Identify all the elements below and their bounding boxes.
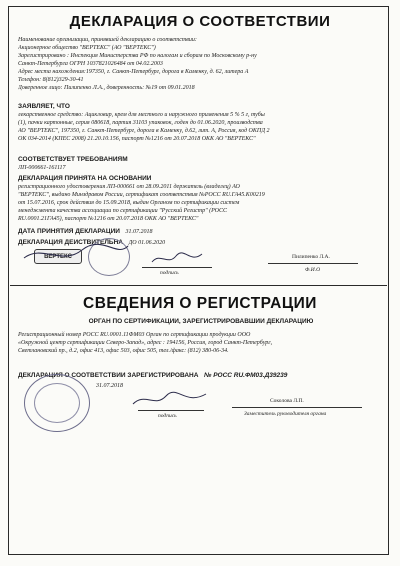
registrar-signature-line: [138, 410, 204, 411]
org-label: Наименование организации, принявшей декларацию о соответствии:: [18, 37, 197, 43]
signature-mark: [150, 250, 205, 268]
validity-value: ДО 01.06.2020: [128, 240, 166, 246]
registrar-name-line: [232, 407, 362, 408]
basis-line-3: от 15.07.2016, срок действия до 15.09.2018, выдан Органом по сертификации систем: [18, 200, 240, 206]
signer-name: Пилипенко Л.А.: [292, 254, 330, 260]
stamp-text: ВЕРТЕКС: [44, 253, 72, 260]
cert-body-seal-inner: [34, 383, 80, 423]
basis-heading: ДЕКЛАРАЦИЯ ПРИНЯТА НА ОСНОВАНИИ: [18, 175, 152, 182]
phone: Телефон: 8(812)329-30-41: [18, 77, 84, 83]
registration-date: 31.07.2018: [96, 383, 123, 389]
cert-body-line-1: Регистрационный номер РОСС RU.0001.11ФМ03 Орган по сертификации продукции ООО: [18, 332, 251, 338]
ogrn-info: Санкт-Петербурга ОГРН 1037821026484 от 04.02.2003: [18, 61, 163, 67]
declaration-title: ДЕКЛАРАЦИЯ О СООТВЕТСТВИИ: [69, 13, 331, 30]
registration-title: СВЕДЕНИЯ О РЕГИСТРАЦИИ: [83, 295, 317, 312]
acceptance-date-value: 31.07.2018: [125, 229, 153, 235]
cert-body-line-3: Светлановский пр., д.2, офис 413, офис 503, офис 505, тел./факс: (812) 380-06-34.: [18, 348, 229, 354]
section-divider: [10, 285, 387, 286]
acceptance-date-label: ДАТА ПРИНЯТИЯ ДЕКЛАРАЦИИ: [18, 228, 120, 235]
registration-label: ДЕКЛАРАЦИЯ О СООТВЕТСТВИИ ЗАРЕГИСТРИРОВАНА: [18, 372, 199, 379]
registrar-signature-caption: подпись: [158, 413, 177, 419]
cert-body-line-2: «Окружной центр сертификации Северо-Запад», адрес : 194156, Россия, город Санкт-Петербург,: [18, 340, 273, 346]
fio-line: [268, 263, 358, 264]
address: Адрес места нахождения:197350, г. Санкт-Петербург, дорога в Каменку, д. 62, литера А: [18, 69, 249, 75]
registrar-name: Соколова Л.П.: [270, 398, 304, 404]
registration-info: Зарегистрировано : Инспекция Министерства РФ по налогам и сборам по Московскому р-ну: [18, 53, 257, 59]
requirements-heading: СООТВЕТСТВУЕТ ТРЕБОВАНИЯМ: [18, 156, 128, 163]
fio-caption: Ф.И.О: [305, 267, 321, 273]
product-line-1: лекарственное средство: Ацикловир, крем для местного и наружного применения 5 % 5 г, тубы: [18, 112, 265, 118]
registration-number: № РОСС RU.ФМ03.Д39239: [203, 372, 288, 379]
org-name: Акционерное общество "ВЕРТЕКС" (АО "ВЕРТЕКС"): [18, 45, 156, 51]
registrar-position: Заместитель руководителя органа: [244, 411, 327, 417]
declares-heading: ЗАЯВЛЯЕТ, ЧТО: [18, 103, 70, 110]
basis-line-4: менеджмента качества ассоциации по сертификации "Русский Регистр" (РОСС: [18, 208, 228, 214]
basis-line-5: RU.0001.21ГА45), паспорт №1216 от 20.07.2018 ОКК АО "ВЕРТЕКС": [18, 216, 199, 222]
signature-mark-left: [22, 240, 132, 270]
registrar-signature-mark: [130, 388, 210, 412]
basis-line-2: "ВЕРТЕКС", выдано Минздравом России, сертификат соответствия №РОСС RU.ГА45.К00219: [18, 192, 265, 198]
product-line-4: ОК 034-2014 (КПЕС 2008) 21.20.10.156, паспорт №1216 от 20.07.2018 ОКК АО "ВЕРТЕКС": [18, 136, 256, 142]
signature-caption: подпись: [160, 270, 179, 276]
requirements-value: ЛП-000661-161117: [18, 165, 66, 171]
validity-label: ДЕКЛАРАЦИЯ ДЕЙСТВИТЕЛЬНА: [18, 239, 123, 246]
cert-body-heading: ОРГАН ПО СЕРТИФИКАЦИИ, ЗАРЕГИСТРИРОВАВШИЙ ДЕКЛАРАЦИЮ: [88, 318, 314, 325]
acceptance-date-row: [18, 228, 384, 236]
product-line-2: (1), пачки картонные, серия 080618, партия 31103 упаковок, годен до 01.06.2020, производства: [18, 120, 263, 126]
basis-line-1: регистрационного удостоверения ЛП-000661 от 28.09.2011 держатель (владелец) АО: [18, 184, 240, 190]
product-line-3: АО "ВЕРТЕКС", 197350, г. Санкт-Петербург, дорога в Каменку, д.62, лит. А, Россия, код ОКПД 2: [18, 128, 270, 134]
trusted-person: Доверенное лицо: Пилипенко Л.А., доверенность: №19 от 09.01.2018: [18, 85, 195, 91]
